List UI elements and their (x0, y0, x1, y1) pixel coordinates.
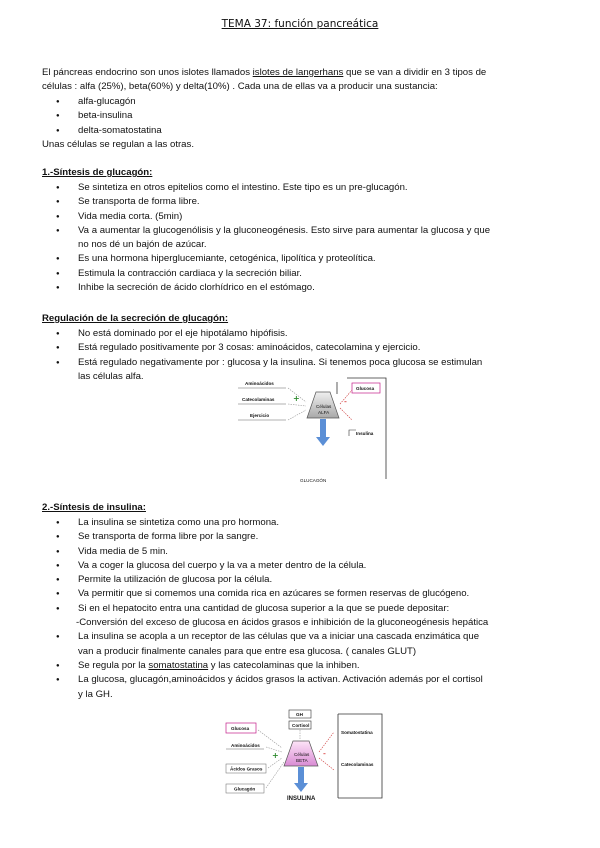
insulin-regulation-diagram (222, 708, 387, 818)
list-item: ● No está dominado por el eje hipotálamo hipófisis. (78, 327, 482, 341)
list-item: ● Va permitir que si comemos una comida rica en azúcares se formen reservas de glucógeno. (78, 587, 488, 601)
arrow-line (288, 404, 306, 406)
list-item: ● Inhibe la secreción de ácido clorhídrico en el estómago. (78, 281, 490, 295)
list-item: ● Si en el hepatocito entra una cantidad de glucosa superior a la que se puede depositar: (78, 602, 488, 616)
minus-sign: - (323, 749, 326, 758)
list-item: ● La insulina se acopla a un receptor de las células que va a iniciar una cascada enzimática que (78, 630, 488, 644)
center-label-2: ALFA (318, 410, 330, 415)
islotes-link: islotes de langerhans (252, 67, 344, 78)
list-item-continuation: las células alfa. (78, 370, 144, 382)
list-item: ● Es una hormona hiperglucemiante, cetogénica, lipolítica y proteolítica. (78, 252, 490, 266)
list-item: ● Permite la utilización de glucosa por la célula. (78, 573, 488, 587)
arrow-line (258, 730, 282, 748)
input-ejercicio: Ejercicio (250, 413, 270, 418)
insulina-bracket (349, 430, 356, 436)
arrow-line (288, 410, 306, 420)
left-label-glucosa: Glucosa (231, 726, 250, 731)
center-label-1: Células (316, 404, 332, 409)
output-label: GLUCAGÓN (300, 478, 327, 483)
center-label-1: Células (294, 752, 310, 757)
plus-sign: + (293, 394, 300, 403)
list-item: ● Se sintetiza en otros epitelios como el intestino. Este tipo es un pre-glucagón. (78, 181, 490, 195)
list-item: ● Estimula la contracción cardiaca y la secreción biliar. (78, 267, 490, 281)
section-1-list (78, 181, 490, 295)
inhibit-line (340, 408, 352, 420)
input-aminoacidos: Aminoácidos (245, 381, 274, 386)
left-label-aminoacidos: Aminoácidos (231, 743, 260, 748)
output-arrow-shaft (320, 419, 326, 437)
glucagon-regulation-diagram (236, 374, 391, 484)
intro-cell-list (78, 95, 162, 138)
right-label-catecolaminas: Catecolaminas (341, 762, 374, 767)
right-label-insulina: Insulina (356, 431, 374, 436)
list-item-continuation: y la GH. (78, 688, 113, 700)
page-title: TEMA 37: función pancreática (221, 18, 379, 30)
section-2-list (78, 516, 488, 702)
output-arrow-shaft (298, 767, 304, 783)
section-2-heading: 2.-Síntesis de insulina: (42, 502, 146, 513)
list-item-continuation: no nos dé un bajón de azúcar. (78, 239, 207, 251)
top-label-cortisol: Cortisol (292, 723, 310, 728)
left-label-acidos-grasos: Ácidos Grasos (230, 766, 263, 772)
list-item: ● alfa-glucagón (78, 95, 162, 109)
list-item: ● Va a coger la glucosa del cuerpo y la va a meter dentro de la célula. (78, 559, 488, 573)
regulation-text-pre: Se regula por la (78, 659, 149, 671)
minus-sign: - (344, 397, 347, 406)
list-item: ● Está regulado negativamente por : glucosa y la insulina. Si tenemos poca glucosa se estimulan (78, 356, 482, 370)
arrow-line (266, 762, 284, 788)
left-label-glucagon: Glucagón (234, 786, 256, 792)
right-label-glucosa: Glucosa (356, 386, 375, 391)
top-label-gh: GH (296, 712, 303, 717)
list-item: ● Va a aumentar la glucogenólisis y la gluconeogénesis. Esto sirve para aumentar la glucosa y que (78, 224, 490, 238)
regulation-heading: Regulación de la secreción de glucagón: (42, 313, 229, 324)
list-item: ● Se transporta de forma libre por la sangre. (78, 530, 488, 544)
list-item: ● Se transporta de forma libre. (78, 195, 490, 209)
right-label-somatostatina: Somatostatina (341, 730, 373, 735)
somatostatina-link: somatostatina (148, 659, 209, 671)
list-item-continuation: van a producir finalmente canales para que entre esa glucosa. ( canales GLUT) (78, 645, 417, 657)
input-catecolaminas: Catecolaminas (242, 397, 275, 402)
list-item: ● Vida media de 5 min. (78, 545, 488, 559)
list-item: ● La glucosa, glucagón,aminoácidos y ácidos grasos la activan. Activación además por el cortisol (78, 673, 488, 687)
inhibit-line (319, 732, 334, 752)
regulation-text-post: y las catecolaminas que la inhiben. (208, 659, 360, 671)
list-item: ● beta-insulina (78, 109, 162, 123)
section-1-heading: 1.-Síntesis de glucagón: (42, 167, 153, 178)
list-item: ● delta-somatostatina (78, 124, 162, 138)
intro-line-1-post: que se van a dividir en 3 tipos de (343, 67, 487, 78)
output-label: INSULINA (287, 796, 316, 802)
list-item-continuation: -Conversión del exceso de glucosa en ácidos grasos e inhibición de la gluconeogénesis hepática (76, 617, 489, 629)
list-item (78, 659, 488, 673)
intro-line-1-pre: El páncreas endocrino son unos islotes llamados (42, 67, 253, 78)
right-bracket (338, 714, 382, 798)
intro-closing: Unas células se regulan a las otras. (42, 139, 194, 150)
output-arrow-head (294, 783, 308, 792)
list-item: ● La insulina se sintetiza como una pro hormona. (78, 516, 488, 530)
plus-sign: + (272, 751, 279, 760)
output-arrow-head (316, 437, 330, 446)
intro-line-2: células : alfa (25%), beta(60%) y delta(10%) . Cada una de ellas va a producir una sustancia: (42, 81, 438, 92)
intro-line-1 (42, 66, 486, 80)
list-item: ● Está regulado positivamente por 3 cosas: aminoácidos, catecolamina y ejercicio. (78, 341, 482, 355)
inhibit-line (319, 758, 334, 770)
list-item: ● Vida media corta. (5min) (78, 210, 490, 224)
center-label-2: BETA (296, 758, 308, 763)
